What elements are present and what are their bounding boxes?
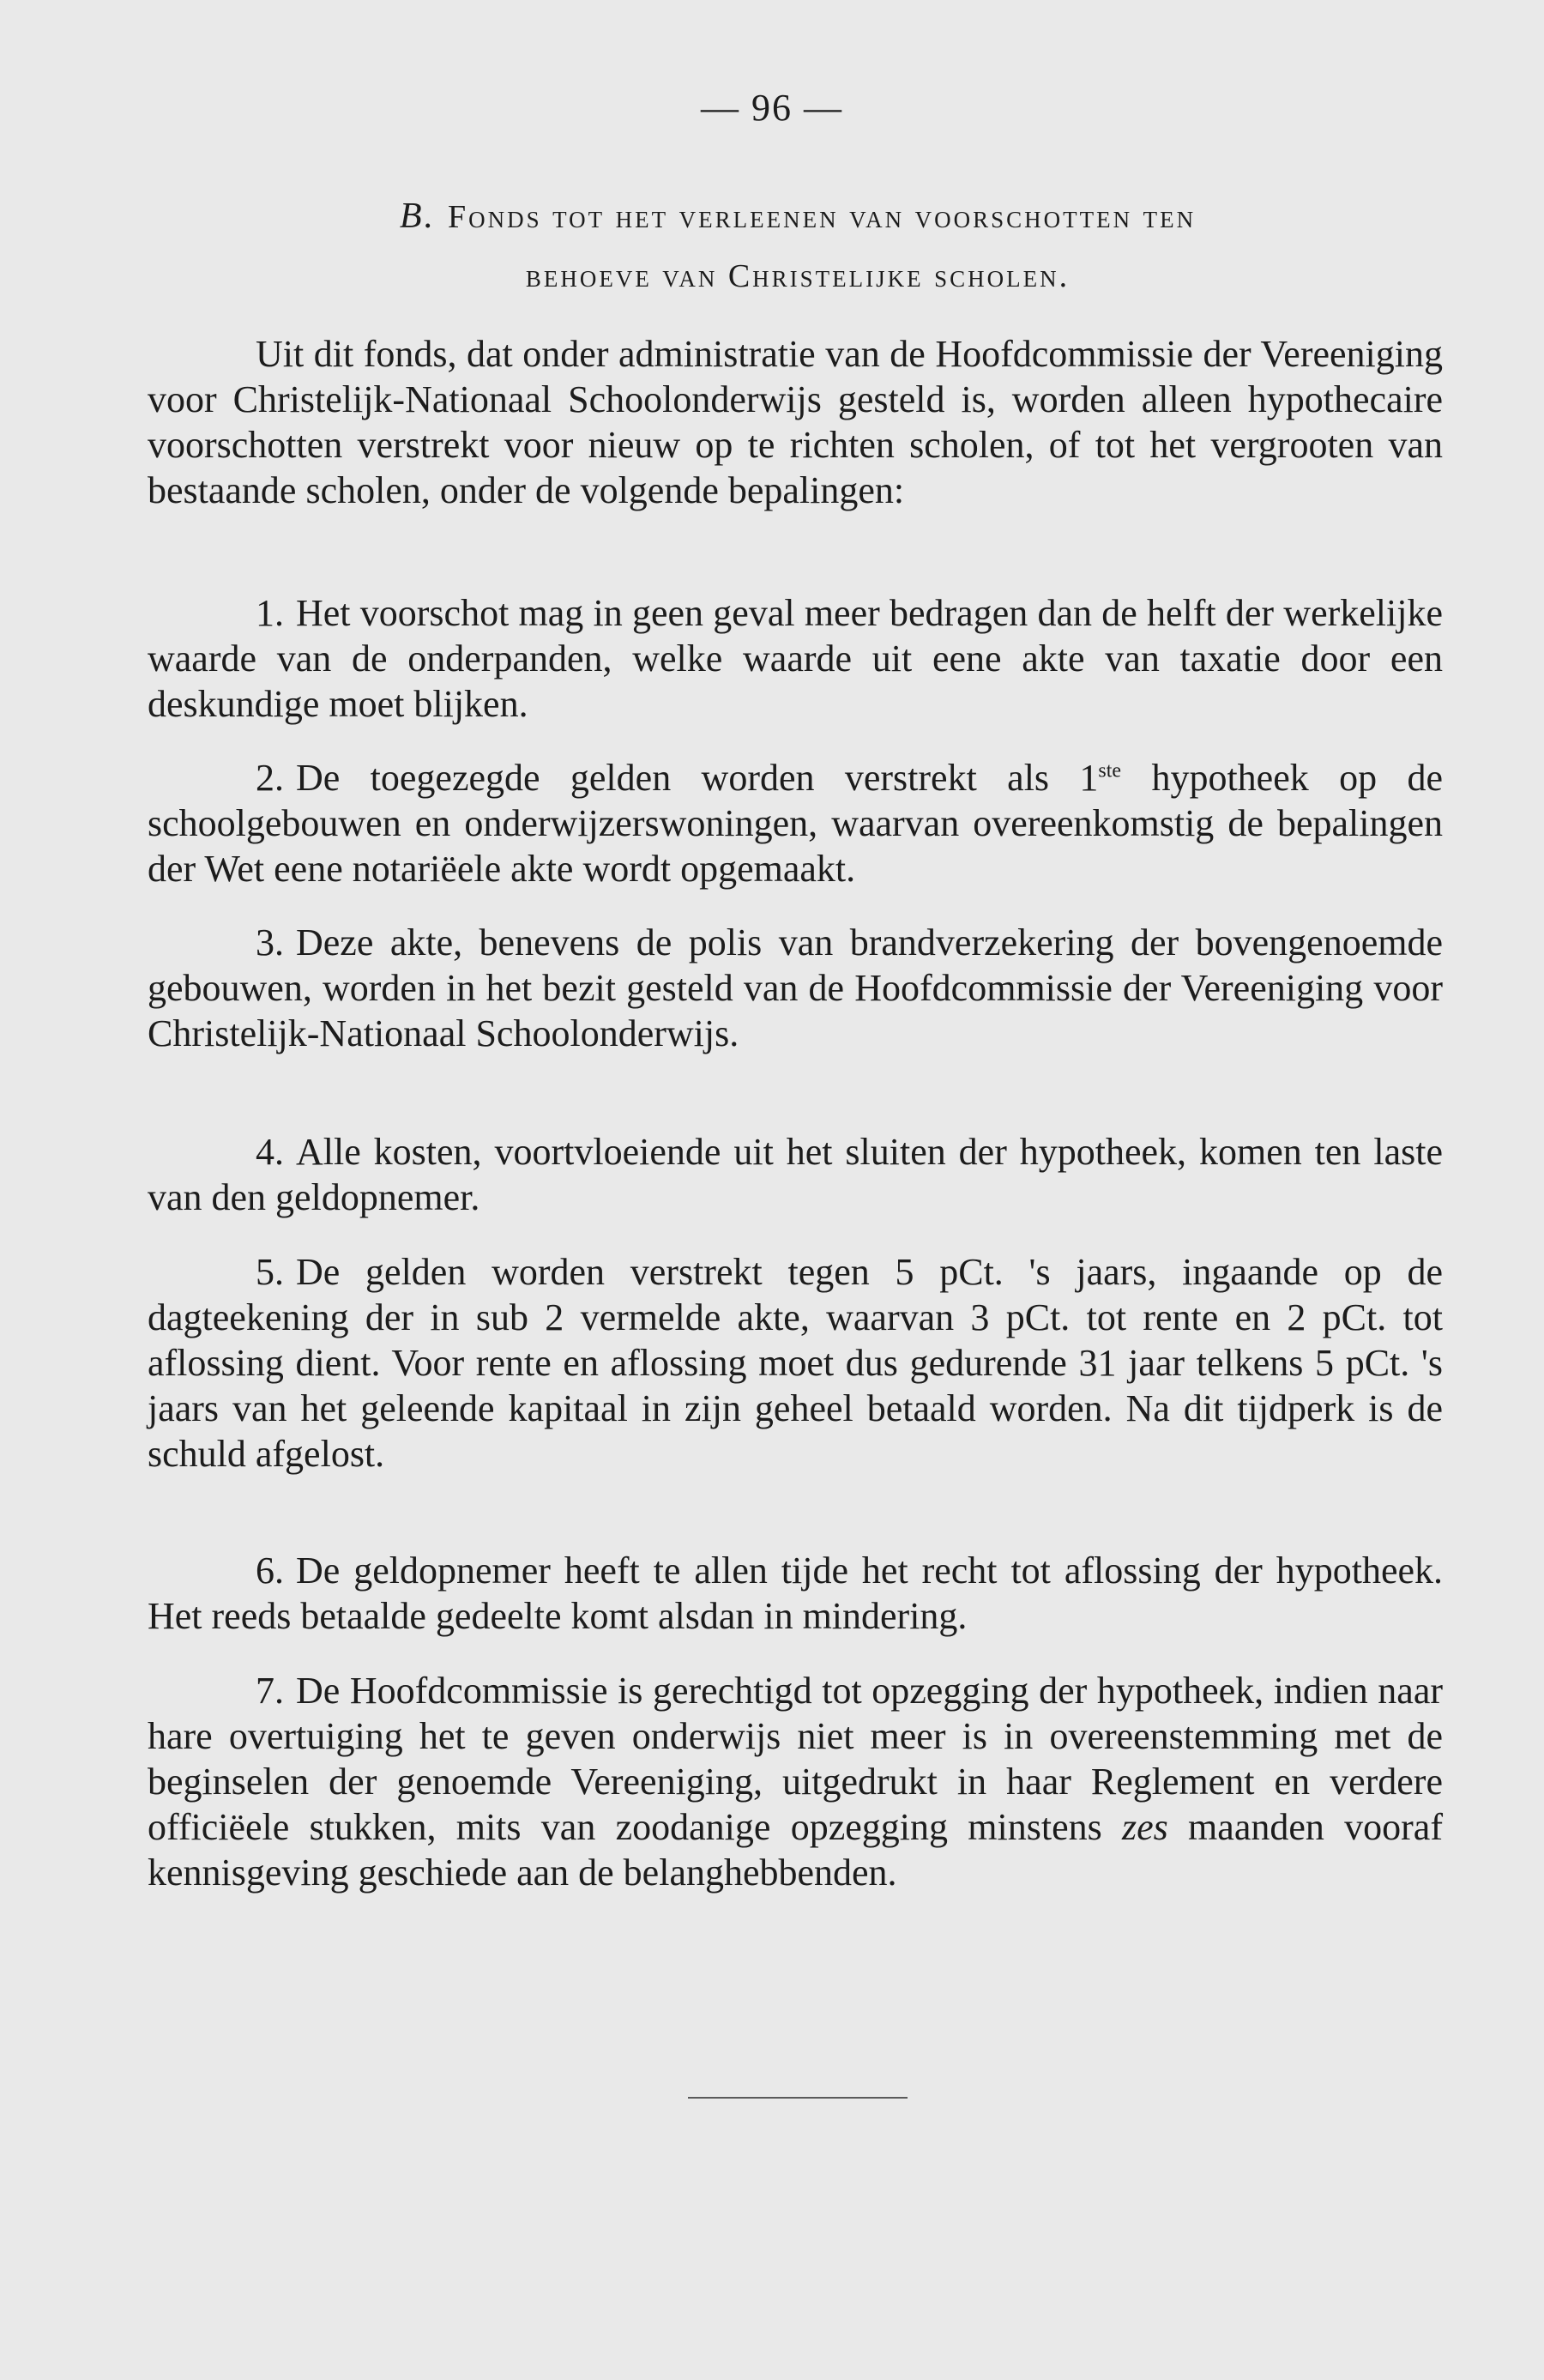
article-number: 6.: [256, 1549, 284, 1592]
article-text: Alle kosten, voortvloeiende uit het sluiten der hypotheek, komen ten laste van den geldopnemer.: [148, 1131, 1443, 1218]
article-text: De geldopnemer heeft te allen tijde het recht tot aflossing der hypotheek. Het reeds betaalde gedeelte komt alsdan in mindering.: [148, 1549, 1443, 1637]
article-text: Deze akte, benevens de polis van brandverzekering der bovengenoemde gebouwen, worden in het bezit gesteld van de Hoofdcommissie der Vereeniging voor Christelijk-Nationaal Schoolonderwijs.: [148, 921, 1443, 1054]
emphasized-word: zes: [1122, 1806, 1168, 1848]
article-number: 3.: [256, 921, 284, 963]
article-6: [148, 1548, 1443, 1639]
section-heading-line-2: behoeve van Christelijke scholen.: [525, 258, 1071, 294]
article-4: [148, 1129, 1443, 1220]
article-5: [148, 1249, 1443, 1477]
article-1: [148, 590, 1443, 727]
article-number: 7.: [256, 1670, 284, 1712]
article-text: Het voorschot mag in geen geval meer bedragen dan de helft der werkelijke waarde van de onderpanden, welke waarde uit eene akte van taxatie door een deskundige moet blijken.: [148, 592, 1443, 725]
article-number: 5.: [256, 1251, 284, 1293]
section-label: B.: [399, 196, 437, 236]
article-text-start: De toegezegde gelden worden verstrekt als 1: [296, 757, 1099, 799]
ordinal-superscript: ste: [1098, 759, 1122, 782]
article-number: 2.: [256, 757, 284, 799]
article-number: 1.: [256, 592, 284, 634]
section-heading-line-1: [146, 196, 1450, 237]
article-text-start: De Hoofdcommissie is gerechtigd tot opzegging der hypotheek, indien naar hare overtuiging het te geven onderwijs niet meer is in overeenstemming met de beginselen der genoemde Vereeniging, uitgedrukt in haar Reglement en verdere officiëele stukken, mits van zoodanige opzegging minstens: [148, 1670, 1443, 1848]
article-2: [148, 755, 1443, 891]
closing-rule: [688, 2097, 908, 2099]
article-7: [148, 1668, 1443, 1895]
article-text-end: hypotheek op de schoolgebouwen en onderwijzerswoningen, waarvan overeenkomstig de bepalingen der Wet eene notariëele akte wordt opgemaakt.: [148, 757, 1444, 890]
section-title-part-1: Fonds tot het verleenen van voorschotten ten: [448, 199, 1197, 235]
article-text: De gelden worden verstrekt tegen 5 pCt. 's jaars, ingaande op de dagteekening der in sub 2 vermelde akte, waarvan 3 pCt. tot rente en 2 pCt. tot aflossing dient. Voor rente en aflossing moet dus gedurende 31 jaar telkens 5 pCt. 's jaars van het geleende kapitaal in zijn geheel betaald worden. Na dit tijdperk is de schuld afgelost.: [148, 1251, 1443, 1475]
article-number: 4.: [256, 1131, 284, 1173]
intro-paragraph: Uit dit fonds, dat onder administratie van de Hoofdcommissie der Vereeniging voor Christelijk-Nationaal Schoolonderwijs gesteld is, worden alleen hypothecaire voorschotten verstrekt voor nieuw op te richten scholen, of tot het vergrooten van bestaande scholen, onder de volgende bepalingen:: [148, 333, 1443, 511]
page-number: — 96 —: [701, 87, 843, 129]
article-text-end: maanden vooraf kennisgeving geschiede aan de belanghebbenden.: [148, 1806, 1443, 1894]
article-3: [148, 920, 1443, 1056]
